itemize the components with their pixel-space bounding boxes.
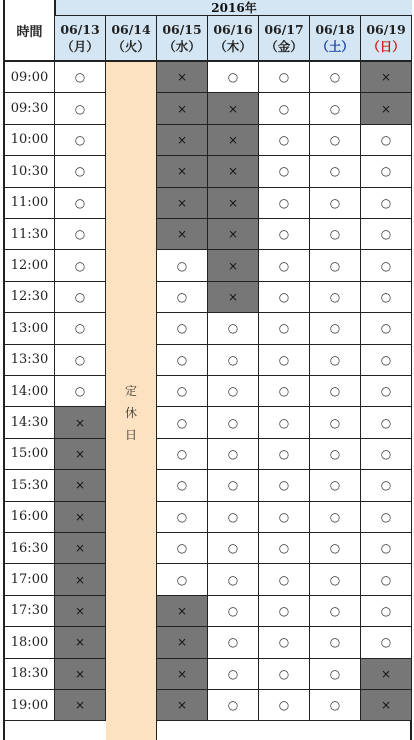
time-slot-label: 12:30 bbox=[5, 282, 55, 313]
day-weekday: （火） bbox=[112, 39, 150, 54]
time-slot-label: 16:00 bbox=[5, 502, 55, 533]
unavailable-slot: × bbox=[55, 439, 106, 470]
available-slot[interactable]: ○ bbox=[55, 93, 106, 124]
unavailable-slot: × bbox=[361, 690, 412, 721]
available-slot[interactable]: ○ bbox=[259, 627, 310, 658]
unavailable-slot: × bbox=[157, 627, 208, 658]
available-slot[interactable]: ○ bbox=[361, 533, 412, 564]
day-weekday: （金） bbox=[265, 39, 303, 54]
available-slot[interactable]: ○ bbox=[259, 156, 310, 187]
unavailable-slot: × bbox=[157, 596, 208, 627]
available-slot[interactable]: ○ bbox=[157, 282, 208, 313]
available-slot[interactable]: ○ bbox=[361, 345, 412, 376]
available-slot[interactable]: ○ bbox=[361, 627, 412, 658]
available-slot[interactable]: ○ bbox=[361, 282, 412, 313]
available-slot[interactable]: ○ bbox=[55, 282, 106, 313]
available-slot[interactable]: ○ bbox=[310, 533, 361, 564]
unavailable-slot: × bbox=[55, 533, 106, 564]
available-slot[interactable]: ○ bbox=[310, 282, 361, 313]
closed-day-label-char: 休 bbox=[124, 406, 137, 420]
time-slot-label: 16:30 bbox=[5, 533, 55, 564]
available-slot[interactable]: ○ bbox=[259, 659, 310, 690]
day-header-06-16 bbox=[208, 16, 259, 62]
unavailable-slot: × bbox=[157, 188, 208, 219]
time-slot-label: 15:00 bbox=[5, 439, 55, 470]
unavailable-slot: × bbox=[157, 690, 208, 721]
unavailable-slot: × bbox=[55, 659, 106, 690]
unavailable-slot: × bbox=[55, 690, 106, 721]
day-date: 06/15 bbox=[162, 22, 202, 37]
available-slot[interactable]: ○ bbox=[208, 659, 259, 690]
day-weekday: （土） bbox=[316, 39, 354, 54]
time-slot-label: 15:30 bbox=[5, 470, 55, 501]
available-slot[interactable]: ○ bbox=[310, 345, 361, 376]
available-slot[interactable]: ○ bbox=[310, 596, 361, 627]
available-slot[interactable]: ○ bbox=[259, 282, 310, 313]
available-slot[interactable]: ○ bbox=[310, 219, 361, 250]
unavailable-slot: × bbox=[157, 125, 208, 156]
time-slot-label: 11:00 bbox=[5, 188, 55, 219]
time-slot-label: 12:00 bbox=[5, 250, 55, 281]
unavailable-slot: × bbox=[55, 470, 106, 501]
available-slot[interactable]: ○ bbox=[208, 596, 259, 627]
time-slot-label: 10:00 bbox=[5, 125, 55, 156]
unavailable-slot: × bbox=[55, 564, 106, 595]
available-slot[interactable]: ○ bbox=[361, 188, 412, 219]
available-slot[interactable]: ○ bbox=[55, 125, 106, 156]
available-slot[interactable]: ○ bbox=[259, 188, 310, 219]
time-slot-label: 17:30 bbox=[5, 596, 55, 627]
available-slot[interactable]: ○ bbox=[157, 250, 208, 281]
available-slot[interactable]: ○ bbox=[361, 502, 412, 533]
day-weekday: （月） bbox=[61, 39, 99, 54]
unavailable-slot: × bbox=[55, 627, 106, 658]
day-header-06-13 bbox=[55, 16, 106, 62]
available-slot[interactable]: ○ bbox=[310, 93, 361, 124]
available-slot[interactable]: ○ bbox=[55, 313, 106, 344]
unavailable-slot: × bbox=[157, 219, 208, 250]
available-slot[interactable]: ○ bbox=[259, 313, 310, 344]
available-slot[interactable]: ○ bbox=[157, 313, 208, 344]
day-date: 06/13 bbox=[60, 22, 100, 37]
available-slot[interactable]: ○ bbox=[55, 345, 106, 376]
unavailable-slot: × bbox=[157, 62, 208, 93]
available-slot[interactable]: ○ bbox=[310, 62, 361, 93]
available-slot[interactable]: ○ bbox=[259, 533, 310, 564]
available-slot[interactable]: ○ bbox=[157, 533, 208, 564]
available-slot[interactable]: ○ bbox=[310, 156, 361, 187]
available-slot[interactable]: ○ bbox=[259, 250, 310, 281]
available-slot[interactable]: ○ bbox=[310, 250, 361, 281]
available-slot[interactable]: ○ bbox=[55, 376, 106, 407]
time-slot-label: 13:00 bbox=[5, 313, 55, 344]
available-slot[interactable]: ○ bbox=[361, 156, 412, 187]
available-slot[interactable]: ○ bbox=[157, 502, 208, 533]
available-slot[interactable]: ○ bbox=[361, 219, 412, 250]
available-slot[interactable]: ○ bbox=[259, 125, 310, 156]
unavailable-slot: × bbox=[55, 407, 106, 438]
available-slot[interactable]: ○ bbox=[259, 690, 310, 721]
available-slot[interactable]: ○ bbox=[208, 407, 259, 438]
available-slot[interactable]: ○ bbox=[55, 250, 106, 281]
unavailable-slot: × bbox=[361, 659, 412, 690]
time-slot-label: 11:30 bbox=[5, 219, 55, 250]
available-slot[interactable]: ○ bbox=[259, 219, 310, 250]
day-header-06-14 bbox=[106, 16, 157, 62]
time-column-header: 時間 bbox=[5, 0, 55, 62]
available-slot[interactable]: ○ bbox=[310, 470, 361, 501]
available-slot[interactable]: ○ bbox=[208, 564, 259, 595]
available-slot[interactable]: ○ bbox=[157, 564, 208, 595]
unavailable-slot: × bbox=[157, 659, 208, 690]
available-slot[interactable]: ○ bbox=[157, 439, 208, 470]
available-slot[interactable]: ○ bbox=[259, 564, 310, 595]
unavailable-slot: × bbox=[157, 93, 208, 124]
available-slot[interactable]: ○ bbox=[208, 376, 259, 407]
unavailable-slot: × bbox=[208, 219, 259, 250]
schedule-table bbox=[3, 0, 412, 740]
day-header-06-19 bbox=[361, 16, 412, 62]
unavailable-slot: × bbox=[208, 282, 259, 313]
available-slot[interactable]: ○ bbox=[208, 313, 259, 344]
time-slot-label: 17:00 bbox=[5, 564, 55, 595]
available-slot[interactable]: ○ bbox=[55, 188, 106, 219]
available-slot[interactable]: ○ bbox=[310, 439, 361, 470]
closed-day-column bbox=[106, 62, 157, 740]
closed-day-label-char: 日 bbox=[124, 428, 137, 442]
available-slot[interactable]: ○ bbox=[55, 219, 106, 250]
unavailable-slot: × bbox=[157, 156, 208, 187]
time-slot-label: 18:00 bbox=[5, 627, 55, 658]
unavailable-slot: × bbox=[208, 93, 259, 124]
available-slot[interactable]: ○ bbox=[208, 533, 259, 564]
day-date: 06/14 bbox=[111, 22, 151, 37]
available-slot[interactable]: ○ bbox=[157, 345, 208, 376]
day-header-06-15 bbox=[157, 16, 208, 62]
day-weekday: （木） bbox=[214, 39, 252, 54]
day-header-06-17 bbox=[259, 16, 310, 62]
day-date: 06/19 bbox=[366, 22, 406, 37]
available-slot[interactable]: ○ bbox=[208, 690, 259, 721]
available-slot[interactable]: ○ bbox=[208, 627, 259, 658]
day-date: 06/18 bbox=[315, 22, 355, 37]
unavailable-slot: × bbox=[361, 62, 412, 93]
available-slot[interactable]: ○ bbox=[208, 502, 259, 533]
unavailable-slot: × bbox=[208, 125, 259, 156]
available-slot[interactable]: ○ bbox=[310, 690, 361, 721]
available-slot[interactable]: ○ bbox=[310, 407, 361, 438]
available-slot[interactable]: ○ bbox=[310, 125, 361, 156]
available-slot[interactable]: ○ bbox=[361, 596, 412, 627]
available-slot[interactable]: ○ bbox=[208, 62, 259, 93]
unavailable-slot: × bbox=[361, 93, 412, 124]
available-slot[interactable]: ○ bbox=[259, 407, 310, 438]
available-slot[interactable]: ○ bbox=[310, 502, 361, 533]
available-slot[interactable]: ○ bbox=[310, 313, 361, 344]
available-slot[interactable]: ○ bbox=[361, 250, 412, 281]
available-slot[interactable]: ○ bbox=[157, 376, 208, 407]
unavailable-slot: × bbox=[55, 596, 106, 627]
unavailable-slot: × bbox=[208, 250, 259, 281]
available-slot[interactable]: ○ bbox=[310, 627, 361, 658]
available-slot[interactable]: ○ bbox=[361, 125, 412, 156]
available-slot[interactable]: ○ bbox=[55, 62, 106, 93]
available-slot[interactable]: ○ bbox=[361, 313, 412, 344]
time-slot-label: 14:30 bbox=[5, 407, 55, 438]
time-slot-label: 09:30 bbox=[5, 93, 55, 124]
time-slot-label: 18:30 bbox=[5, 659, 55, 690]
time-slot-label: 13:30 bbox=[5, 345, 55, 376]
available-slot[interactable]: ○ bbox=[259, 502, 310, 533]
available-slot[interactable]: ○ bbox=[208, 345, 259, 376]
day-weekday: （日） bbox=[367, 39, 405, 54]
available-slot[interactable]: ○ bbox=[310, 659, 361, 690]
day-date: 06/16 bbox=[213, 22, 253, 37]
day-header-06-18 bbox=[310, 16, 361, 62]
available-slot[interactable]: ○ bbox=[208, 470, 259, 501]
available-slot[interactable]: ○ bbox=[310, 188, 361, 219]
day-weekday: （水） bbox=[163, 39, 201, 54]
time-slot-label: 19:00 bbox=[5, 690, 55, 721]
closed-day-label-char: 定 bbox=[124, 384, 137, 398]
available-slot[interactable]: ○ bbox=[259, 470, 310, 501]
available-slot[interactable]: ○ bbox=[310, 564, 361, 595]
available-slot[interactable]: ○ bbox=[259, 345, 310, 376]
unavailable-slot: × bbox=[55, 502, 106, 533]
available-slot[interactable]: ○ bbox=[310, 376, 361, 407]
available-slot[interactable]: ○ bbox=[361, 407, 412, 438]
available-slot[interactable]: ○ bbox=[259, 93, 310, 124]
time-slot-label: 10:30 bbox=[5, 156, 55, 187]
available-slot[interactable]: ○ bbox=[157, 470, 208, 501]
available-slot[interactable]: ○ bbox=[361, 439, 412, 470]
available-slot[interactable]: ○ bbox=[157, 407, 208, 438]
available-slot[interactable]: ○ bbox=[208, 439, 259, 470]
time-slot-label: 14:00 bbox=[5, 376, 55, 407]
available-slot[interactable]: ○ bbox=[259, 439, 310, 470]
available-slot[interactable]: ○ bbox=[55, 156, 106, 187]
year-header: 2016年 bbox=[55, 0, 412, 16]
unavailable-slot: × bbox=[208, 188, 259, 219]
available-slot[interactable]: ○ bbox=[259, 62, 310, 93]
unavailable-slot: × bbox=[208, 156, 259, 187]
available-slot[interactable]: ○ bbox=[361, 376, 412, 407]
available-slot[interactable]: ○ bbox=[361, 564, 412, 595]
available-slot[interactable]: ○ bbox=[259, 596, 310, 627]
available-slot[interactable]: ○ bbox=[361, 470, 412, 501]
day-date: 06/17 bbox=[264, 22, 304, 37]
available-slot[interactable]: ○ bbox=[259, 376, 310, 407]
time-slot-label: 09:00 bbox=[5, 62, 55, 93]
